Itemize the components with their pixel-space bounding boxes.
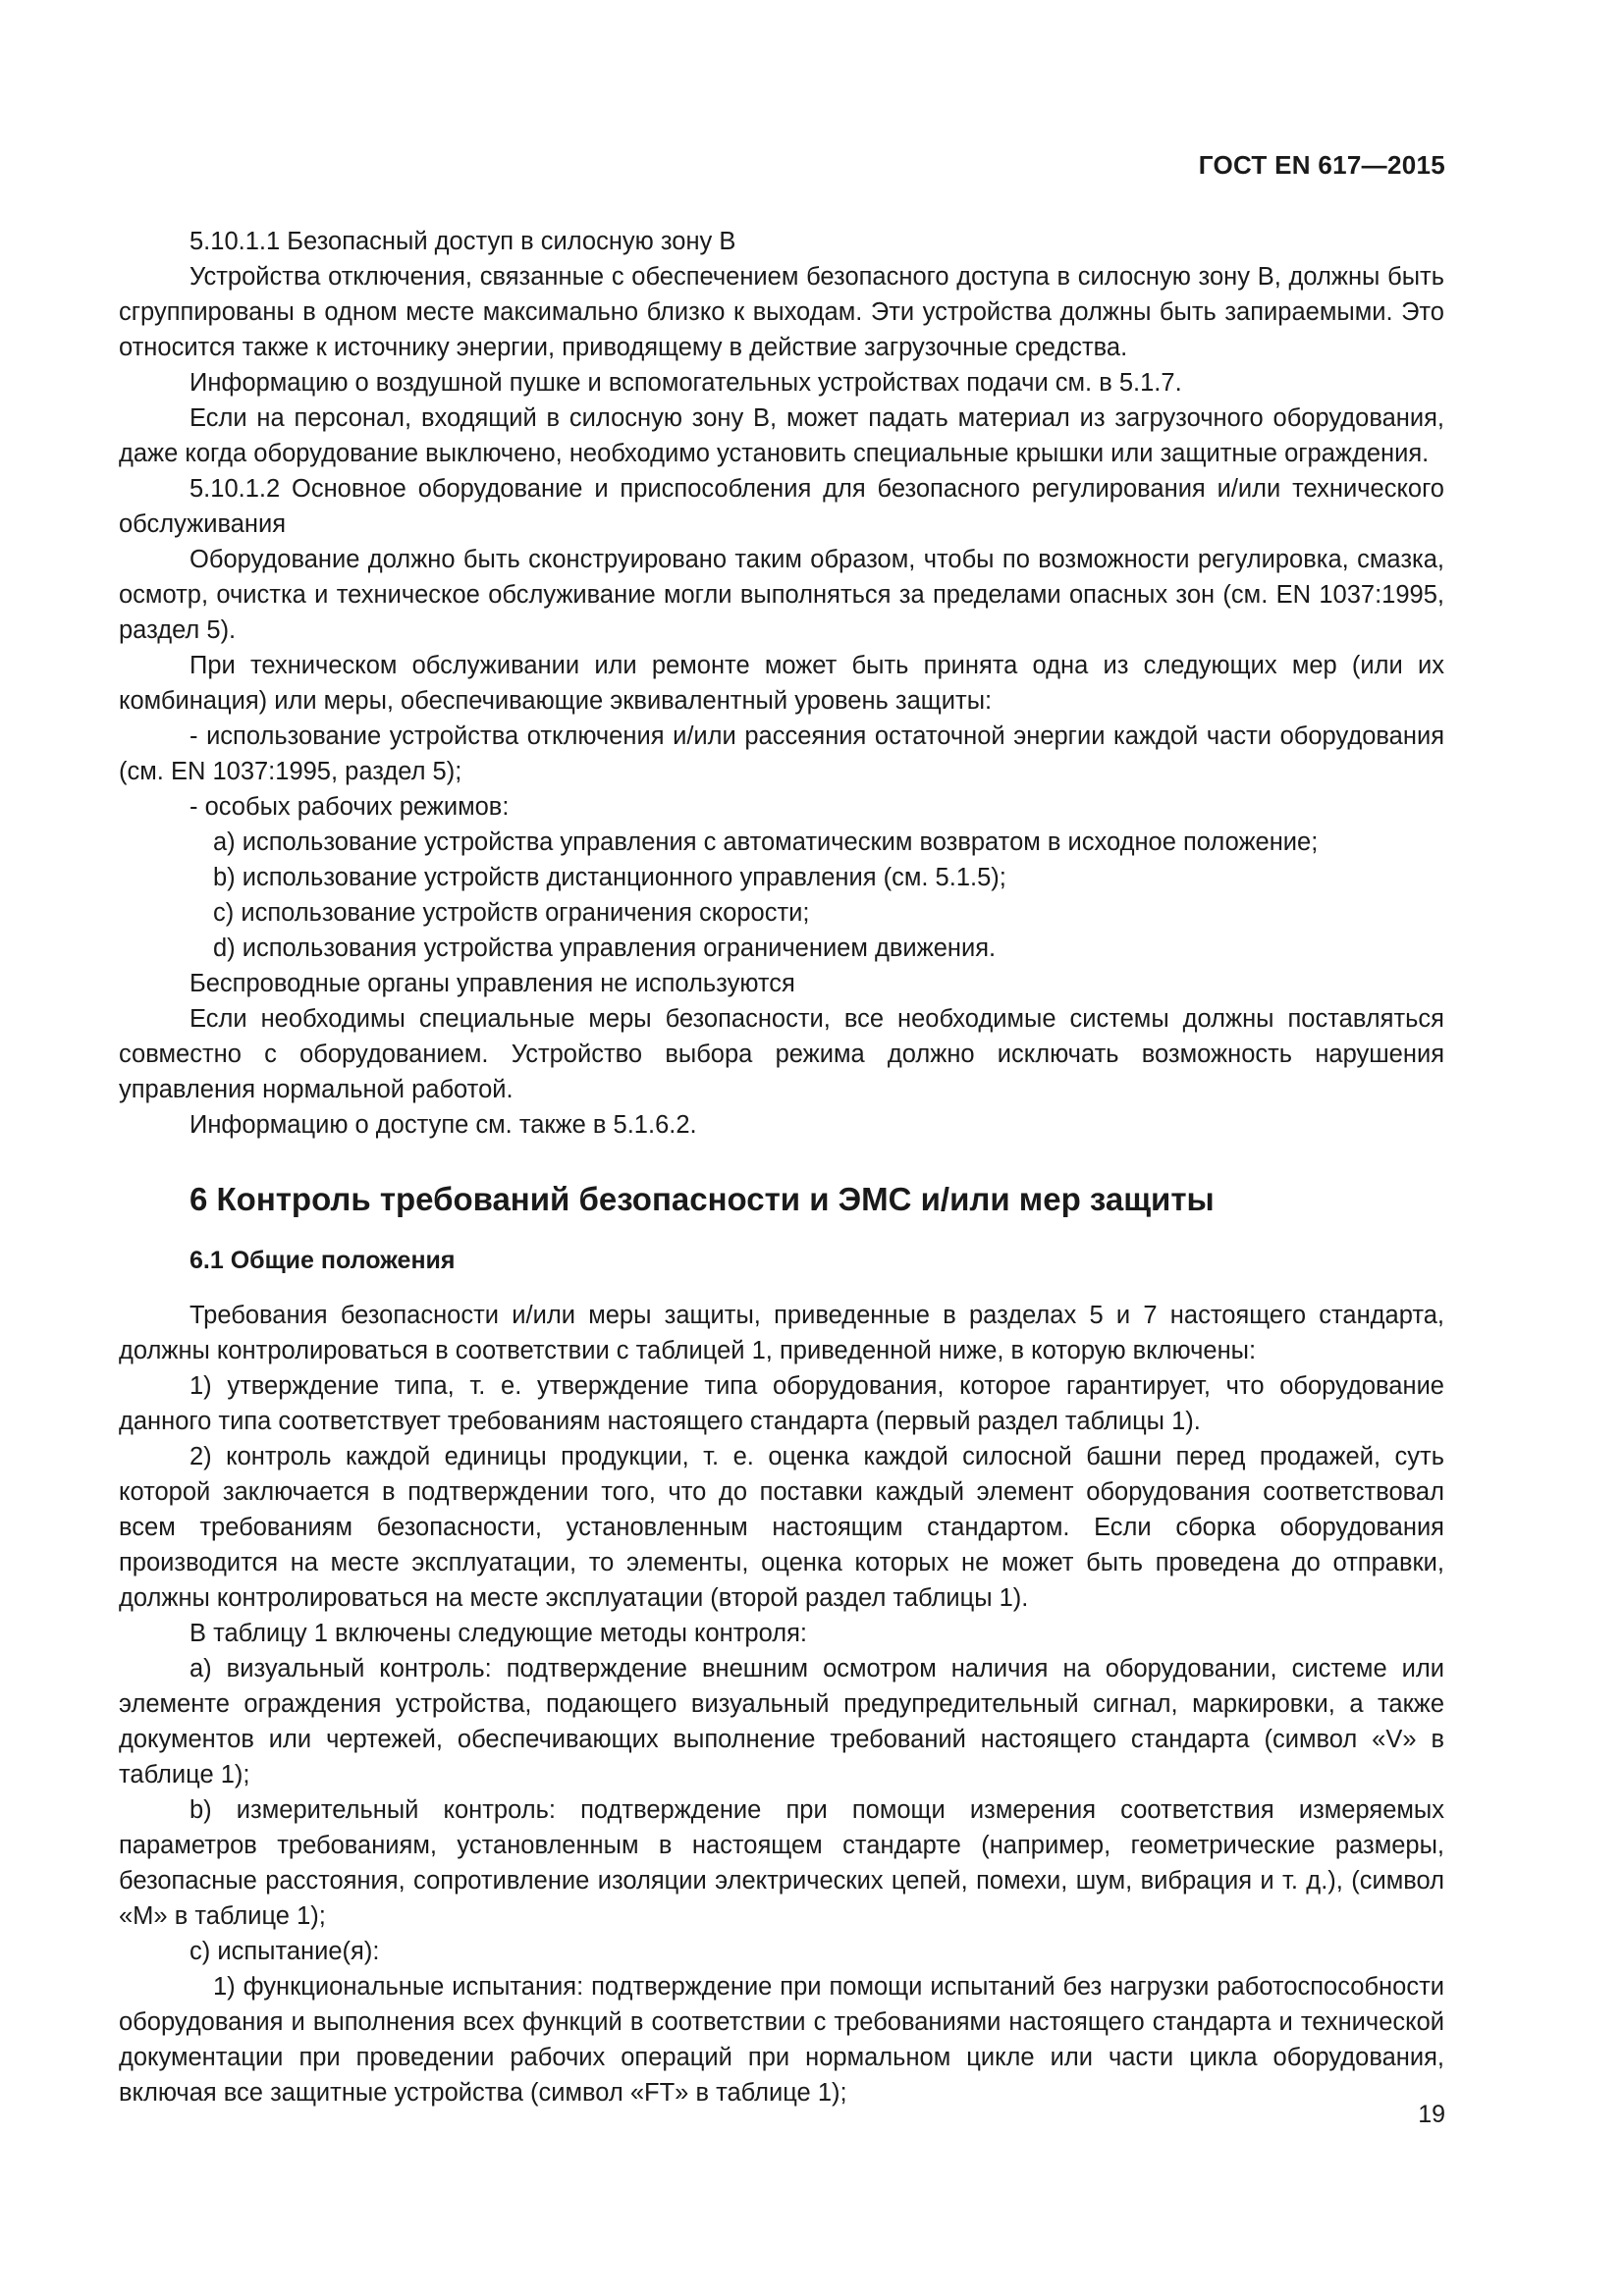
- dash-list-item: - использование устройства отключения и/или рассеяния остаточной энергии каждой части оборудования (см. EN 1037:1995, раздел 5);: [119, 722, 1444, 785]
- list-item: a) визуальный контроль: подтверждение внешним осмотром наличия на оборудовании, системе или элементе ограждения устройства, подающего визуальный предупредительный сигнал, маркировки, а также документов или чертежей, обеспечивающих выполнение требований настоящего стандарта (символ «V» в таблице 1);: [119, 1655, 1444, 1789]
- subsection-heading: 6.1 Общие положения: [189, 1247, 456, 1274]
- list-item: c) испытание(я):: [189, 1938, 380, 1965]
- section-heading: 6 Контроль требований безопасности и ЭМС и/или мер защиты: [189, 1181, 1215, 1217]
- numbered-item: 1) утверждение типа, т. е. утверждение типа оборудования, которое гарантирует, что оборудование данного типа соответствует требованиям настоящего стандарта (первый раздел таблицы 1).: [119, 1372, 1444, 1435]
- paragraph: Информацию о доступе см. также в 5.1.6.2.: [189, 1111, 697, 1139]
- numbered-item: 2) контроль каждой единицы продукции, т. е. оценка каждой силосной башни перед продажей, суть которой заключается в подтверждении того, что до поставки каждый элемент оборудования соответствовал всем требованиям безопасности, установленным настоящим стандартом. Если сборка оборудования производится на месте эксплуатации, то элементы, оценка которых не может быть проведена до отправки, должны контролироваться на месте эксплуатации (второй раздел таблицы 1).: [119, 1443, 1444, 1612]
- clause-heading-5-10-1-1: 5.10.1.1 Безопасный доступ в силосную зону В: [189, 228, 736, 255]
- paragraph: Устройства отключения, связанные с обеспечением безопасного доступа в силосную зону В, должны быть сгруппированы в одном месте максимально близко к выходам. Эти устройства должны быть запираемыми. Это относится также к источнику энергии, приводящему в действие загрузочные средства.: [119, 263, 1444, 361]
- page-number: 19: [1418, 2101, 1445, 2128]
- document-header-title: ГОСТ EN 617—2015: [1198, 150, 1445, 180]
- list-item: a) использование устройства управления с автоматическим возвратом в исходное положение;: [213, 828, 1319, 856]
- paragraph: Оборудование должно быть сконструировано таким образом, чтобы по возможности регулировка, смазка, осмотр, очистка и техническое обслуживание могли выполняться за пределами опасных зон (см. EN 1037:1995, раздел 5).: [119, 546, 1444, 644]
- dash-list-item: - особых рабочих режимов:: [189, 793, 510, 821]
- list-item: b) использование устройств дистанционного управления (см. 5.1.5);: [213, 864, 1006, 891]
- paragraph: Беспроводные органы управления не используются: [189, 970, 795, 997]
- numbered-item: 1) функциональные испытания: подтверждение при помощи испытаний без нагрузки работоспособности оборудования и выполнения всех функций в соответствии с требованиями настоящего стандарта и технической документации при проведении рабочих операций при нормальном цикле или части цикла оборудования, включая все защитные устройства (символ «FT» в таблице 1);: [119, 1973, 1444, 2107]
- paragraph: Если необходимы специальные меры безопасности, все необходимые системы должны поставляться совместно с оборудованием. Устройство выбора режима должно исключать возможность нарушения управления нормальной работой.: [119, 1005, 1444, 1103]
- paragraph: В таблицу 1 включены следующие методы контроля:: [189, 1620, 807, 1647]
- list-item: d) использования устройства управления ограничением движения.: [213, 934, 997, 962]
- paragraph: Требования безопасности и/или меры защиты, приведенные в разделах 5 и 7 настоящего стандарта, должны контролироваться в соответствии с таблицей 1, приведенной ниже, в которую включены:: [119, 1302, 1444, 1364]
- paragraph: Если на персонал, входящий в силосную зону В, может падать материал из загрузочного оборудования, даже когда оборудование выключено, необходимо установить специальные крышки или защитные ограждения.: [119, 404, 1444, 467]
- main-content: [119, 224, 1444, 2110]
- paragraph: При техническом обслуживании или ремонте может быть принята одна из следующих мер (или их комбинация) или меры, обеспечивающие эквивалентный уровень защиты:: [119, 652, 1444, 715]
- clause-heading-5-10-1-2: 5.10.1.2 Основное оборудование и приспособления для безопасного регулирования и/или технического обслуживания: [119, 475, 1444, 538]
- list-item: b) измерительный контроль: подтверждение при помощи измерения соответствия измеряемых параметров требованиям, установленным в настоящем стандарте (например, геометрические размеры, безопасные расстояния, сопротивление изоляции электрических цепей, помехи, шум, вибрация и т. д.), (символ «М» в таблице 1);: [119, 1796, 1444, 1930]
- paragraph: Информацию о воздушной пушке и вспомогательных устройствах подачи см. в 5.1.7.: [189, 369, 1182, 397]
- list-item: c) использование устройств ограничения скорости;: [213, 899, 810, 927]
